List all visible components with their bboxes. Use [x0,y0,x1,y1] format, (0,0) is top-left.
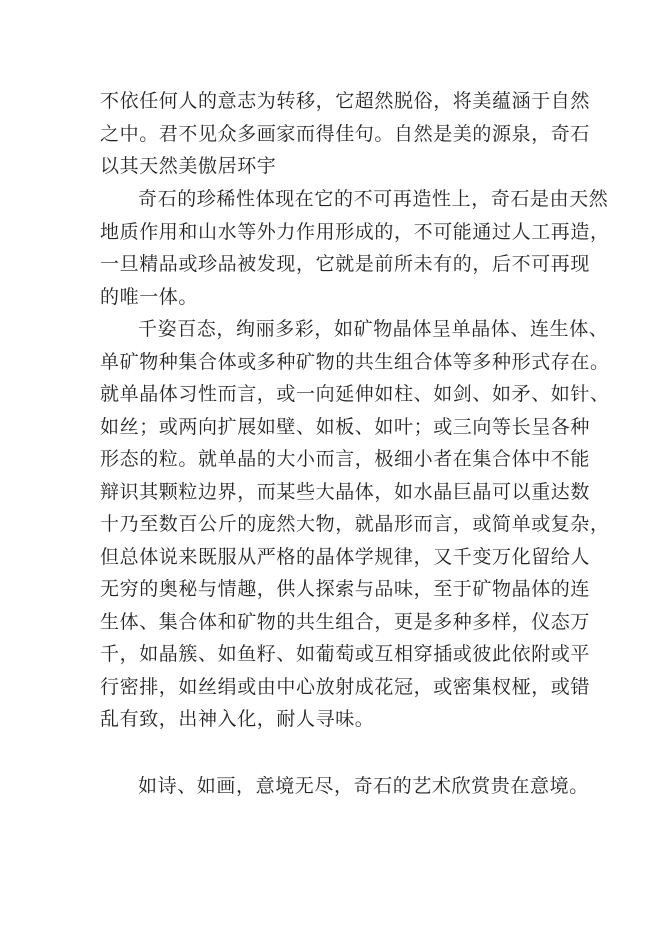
paragraph-line: 行密排，如丝绢或由中心放射成花冠，或密集杈桠，或错 [100,675,591,698]
paragraph-line: 一旦精品或珍品被发现，它就是前所未有的，后不可再现 [100,253,591,275]
paragraph-line: 生体、集合体和矿物的共生组合，更是多种多样，仪态万 [100,610,591,633]
paragraph-line: 如丝；或两向扩展如壁、如板、如叶；或三向等长呈各种 [100,415,591,438]
paragraph-line: 形态的粒。就单晶的大小而言，极细小者在集合体中不能 [100,448,591,470]
paragraph-line: 千，如晶簇、如鱼籽、如葡萄或互相穿插或彼此依附或平 [100,643,591,665]
paragraph-line: 如诗、如画，意境无尽，奇石的艺术欣赏贵在意境。 [138,775,589,797]
paragraph-3 [100,313,610,736]
paragraph-4 [100,770,589,803]
paragraph-line: 千姿百态，绚丽多彩，如矿物晶体呈单晶体、连生体、 [138,318,609,340]
paragraph-line: 以其天然美傲居环宇 [100,155,277,177]
paragraph-line: 辩识其颗粒边界，而某些大晶体，如水晶巨晶可以重达数 [100,480,591,503]
paragraph-line: 的唯一体。 [100,285,199,308]
paragraph-2 [100,183,610,313]
paragraph-line: 之中。君不见众多画家而得佳句。自然是美的源泉，奇石 [100,122,591,145]
paragraph-line: 单矿物种集合体或多种矿物的共生组合体等多种形式存在。 [100,350,610,373]
paragraph-line: 但总体说来既服从严格的晶体学规律，又千变万化留给人 [100,545,591,568]
paragraph-line: 地质作用和山水等外力作用形成的，不可能通过人工再造， [100,220,610,243]
paragraph-line: 乱有致，出神入化，耐人寻味。 [100,708,375,730]
paragraph-line: 奇石的珍稀性体现在它的不可再造性上，奇石是由天然 [138,188,609,210]
paragraph-line: 无穷的奥秘与情趣，供人探索与品味，至于矿物晶体的连 [100,578,591,600]
paragraph-1 [100,85,591,183]
paragraph-line: 不依任何人的意志为转移，它超然脱俗，将美蕴涵于自然 [100,90,591,112]
paragraph-line: 十乃至数百公斤的庞然大物，就晶形而言，或简单或复杂， [100,513,610,535]
paragraph-line: 就单晶体习性而言，或一向延伸如柱、如剑、如矛、如针、 [100,383,610,405]
